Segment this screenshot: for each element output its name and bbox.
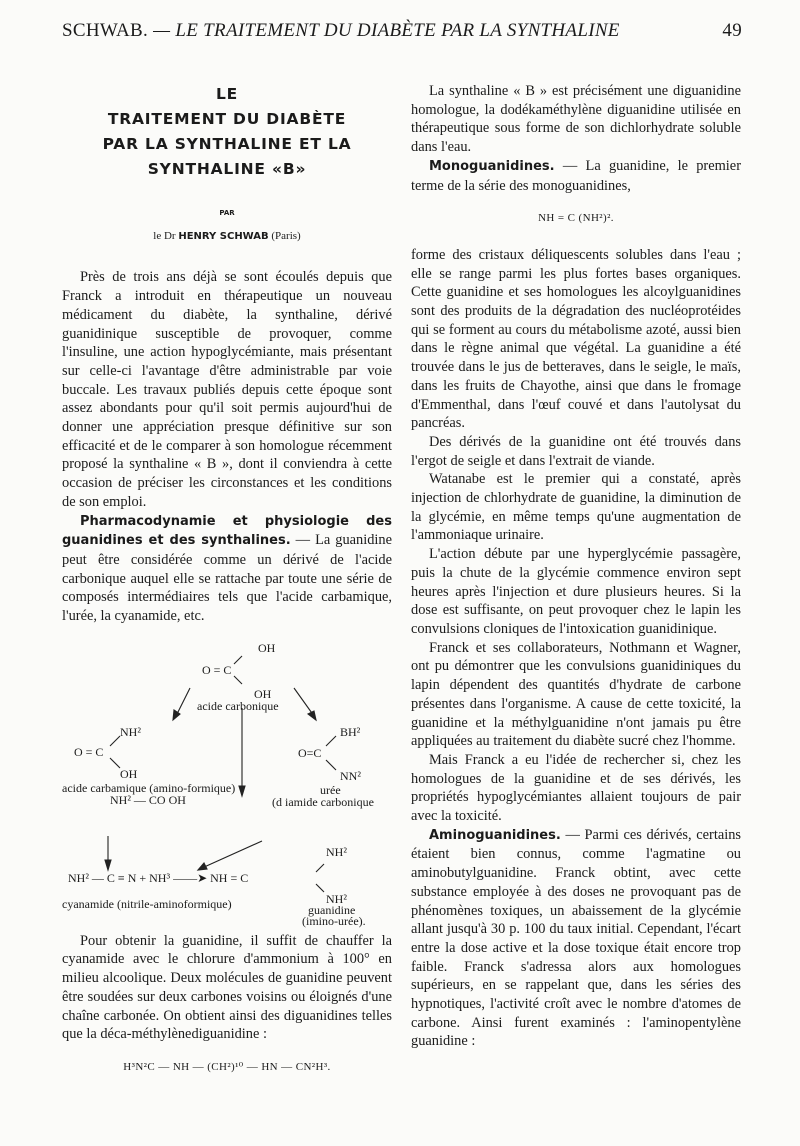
paragraph: La synthaline « B » est précisément une diguanidine homologue, la dodékaméthylène diguanidine utilisée en thérapeutique sous forme de son dichlorhydrate soluble dans l'eau. [411, 83, 741, 156]
bond-line [316, 864, 324, 872]
paragraph: L'action débute par une hyperglycémie passagère, puis la chute de la glycémie commence environ sept heures après l'injection et dure plusieurs heures. Si la dose est suffisante, on peut provoquer chez le lapin les convulsions cloniques de l'intoxication guanidinique. [411, 546, 741, 637]
compound-label: (d iamide carbonique [272, 794, 374, 809]
bond-line [110, 736, 120, 746]
bond-line [110, 758, 120, 768]
bond-line [316, 884, 324, 892]
article-title [62, 82, 392, 182]
formula-text: O=C [298, 745, 322, 760]
formula-text: NH² — C ≡ N + NH³ ——➤ NH = C [68, 870, 249, 885]
paragraph: Pour obtenir la guanidine, il suffit de chauffer la cyanamide avec le chlorure d'ammonium à 100° en milieu alcoolique. Deux molécules de guanidine peuvent être soudées sur deux carbones voisins ou éloignés d'une chaîne carbonée. On obtient ainsi des diguanidines telles que la déca-méthylènediguanidine : [62, 932, 392, 1043]
bond-line [326, 760, 336, 770]
running-header [62, 20, 742, 42]
paragraph [411, 826, 741, 1051]
paragraph: Des dérivés de la guanidine ont été trouvés dans l'ergot de seigle et dans l'extrait de viande. [411, 433, 741, 469]
compound-label: acide carbamique (amino-formique) [62, 780, 236, 795]
paragraph [62, 512, 392, 626]
compound-label: (imino-urée). [302, 913, 366, 928]
formula: NH = C (NH²)². [538, 212, 614, 225]
author [62, 227, 392, 247]
author-name: HENRY SCHWAB [178, 230, 269, 242]
bond-line [234, 656, 242, 664]
paragraph-text: — La guanidine, le premier terme de la série des monoguanidines, [411, 157, 741, 194]
formula-text: BH² [340, 724, 361, 739]
chemical-diagram [62, 636, 392, 926]
formula-text: NH² [120, 724, 141, 739]
author-prefix: le Dr [153, 229, 176, 242]
paragraph-text: — La guanidine peut être considérée comme un dérivé de l'acide carbonique auquel elle se rattache par toute une série de composés intermédiaires tels que l'acide carbamique, l'urée, la cyanamide, etc. [62, 532, 392, 625]
arrow-right [294, 688, 314, 716]
compound-label: cyanamide (nitrile-aminoformique) [62, 896, 232, 911]
title-line: SYNTHALINE «B» [147, 160, 307, 178]
bond-line [326, 736, 336, 746]
right-column [411, 82, 741, 1051]
author-place: (Paris) [271, 229, 301, 242]
title-line: TRAITEMENT DU DIABÈTE [107, 110, 347, 128]
formula-text: NN² [340, 768, 361, 783]
formula-text: NH² [326, 891, 347, 906]
paragraph: forme des cristaux déliquescents solubles dans l'eau ; elle se range parmi les plus fortes bases organiques. Cette guanidine et ses homologues les alcoylguanidines sont des produits de la dégradation des nucléoprotéides qui se forment au cours du métabolisme azoté, aussi bien dans le règne animal que végétal. La guanidine a été trouvée dans le jus de betteraves, dans le seigle, le maïs, dans les fruits de Chayothe, ainsi que dans le fromage d'Emmenthal, dans l'œuf couvé et dans l'autolysat du pancréas. [411, 246, 741, 432]
compound-label: urée [320, 782, 341, 797]
formula-text: OH [120, 766, 138, 781]
title-line: PAR LA SYNTHALINE ET LA [102, 135, 352, 153]
bond-line [234, 676, 242, 684]
header-title: LE TRAITEMENT DU DIABÈTE PAR LA SYNTHALINE [175, 20, 620, 41]
header-dash: — [148, 20, 176, 41]
formula-text: OH [254, 686, 272, 701]
compound-label: guanidine [308, 902, 356, 917]
section-heading: Aminoguanidines. [429, 827, 561, 843]
paragraph-text: — Parmi ces dérivés, certains étaient bien connus, comme l'agmatine ou aminobutylguanidine. Franck obtint, avec cette substance employée à des doses ne provoquant pas de phénomènes toxiques, un abaissement de la glycémie allant jusqu'à 30 p. 100 du taux initial. Cependant, l'écart entre la dose active et la dose toxique était encore trop faible. Franck s'adressa alors aux homologues supérieurs, en se rappelant que, dans les séries des hypnotiques, l'activité croît avec le nombre d'atomes de carbone. Ainsi furent examinés : l'aminopentylène guanidine : [411, 826, 741, 1050]
formula-text: NH² — CO OH [110, 792, 186, 807]
paragraph: Franck et ses collaborateurs, Nothmann et Wagner, ont pu démontrer que les convulsions guanidiniques du lapin dépendent des quantités d'hydrate de carbone présentes dans l'organisme. A cause de cette toxicité, la guanidine et la méthylguanidine n'ont jamais pu être appliquées au traitement du diabète sucré chez l'homme. [411, 639, 741, 750]
formula-text: NH² [326, 844, 347, 859]
paragraph: Watanabe est le premier qui a constaté, après injection de chlorhydrate de guanidine, la diminution de la glycémie, en même temps qu'une augmentation de l'ammoniaque urinaire. [411, 471, 741, 544]
arrow-urea [202, 841, 262, 868]
section-heading: Pharmacodynamie et physiologie des guanidines et des synthalines. [62, 513, 392, 549]
section-heading: Monoguanidines. [429, 158, 555, 174]
title-line: LE [215, 85, 239, 103]
formula-text: OH [258, 640, 276, 655]
paragraph: Près de trois ans déjà se sont écoulés depuis que Franck a introduit en thérapeutique un nouveau médicament du diabète, la synthaline, dérivé guanidinique susceptible de provoquer, comme l'insuline, une action hypoglycémiante, mais présentant sur celle-ci l'avantage d'être administrable par voie buccale. Les travaux publiés depuis cette époque sont assez abondants pour qu'il soit permis aujourd'hui de donner une appréciation presque définitive sur son efficacité et de le comparer à son homologue récemment proposé la synthaline « B », dont il conviendra à cette occasion de préciser les circonstances et les conditions de son emploi. [62, 269, 392, 510]
header-author: SCHWAB. [62, 20, 149, 41]
formula: H³N²C — NH — (CH²)¹⁰ — HN — CN²H³. [123, 1060, 331, 1073]
compound-label: acide carbonique [197, 698, 279, 713]
left-column [62, 82, 392, 1095]
page-number: 49 [722, 20, 742, 41]
paragraph: Mais Franck a eu l'idée de rechercher si, chez les homologues de la guanidine et de ses dérivés, les propriétés hypoglycémiantes allaient toujours de pair avec la toxicité. [411, 751, 741, 825]
formula-text: O = C [202, 662, 232, 677]
by-line: PAR [219, 209, 235, 217]
formula-text: O = C [74, 744, 104, 759]
arrow-left [176, 688, 190, 716]
paragraph [411, 157, 741, 195]
